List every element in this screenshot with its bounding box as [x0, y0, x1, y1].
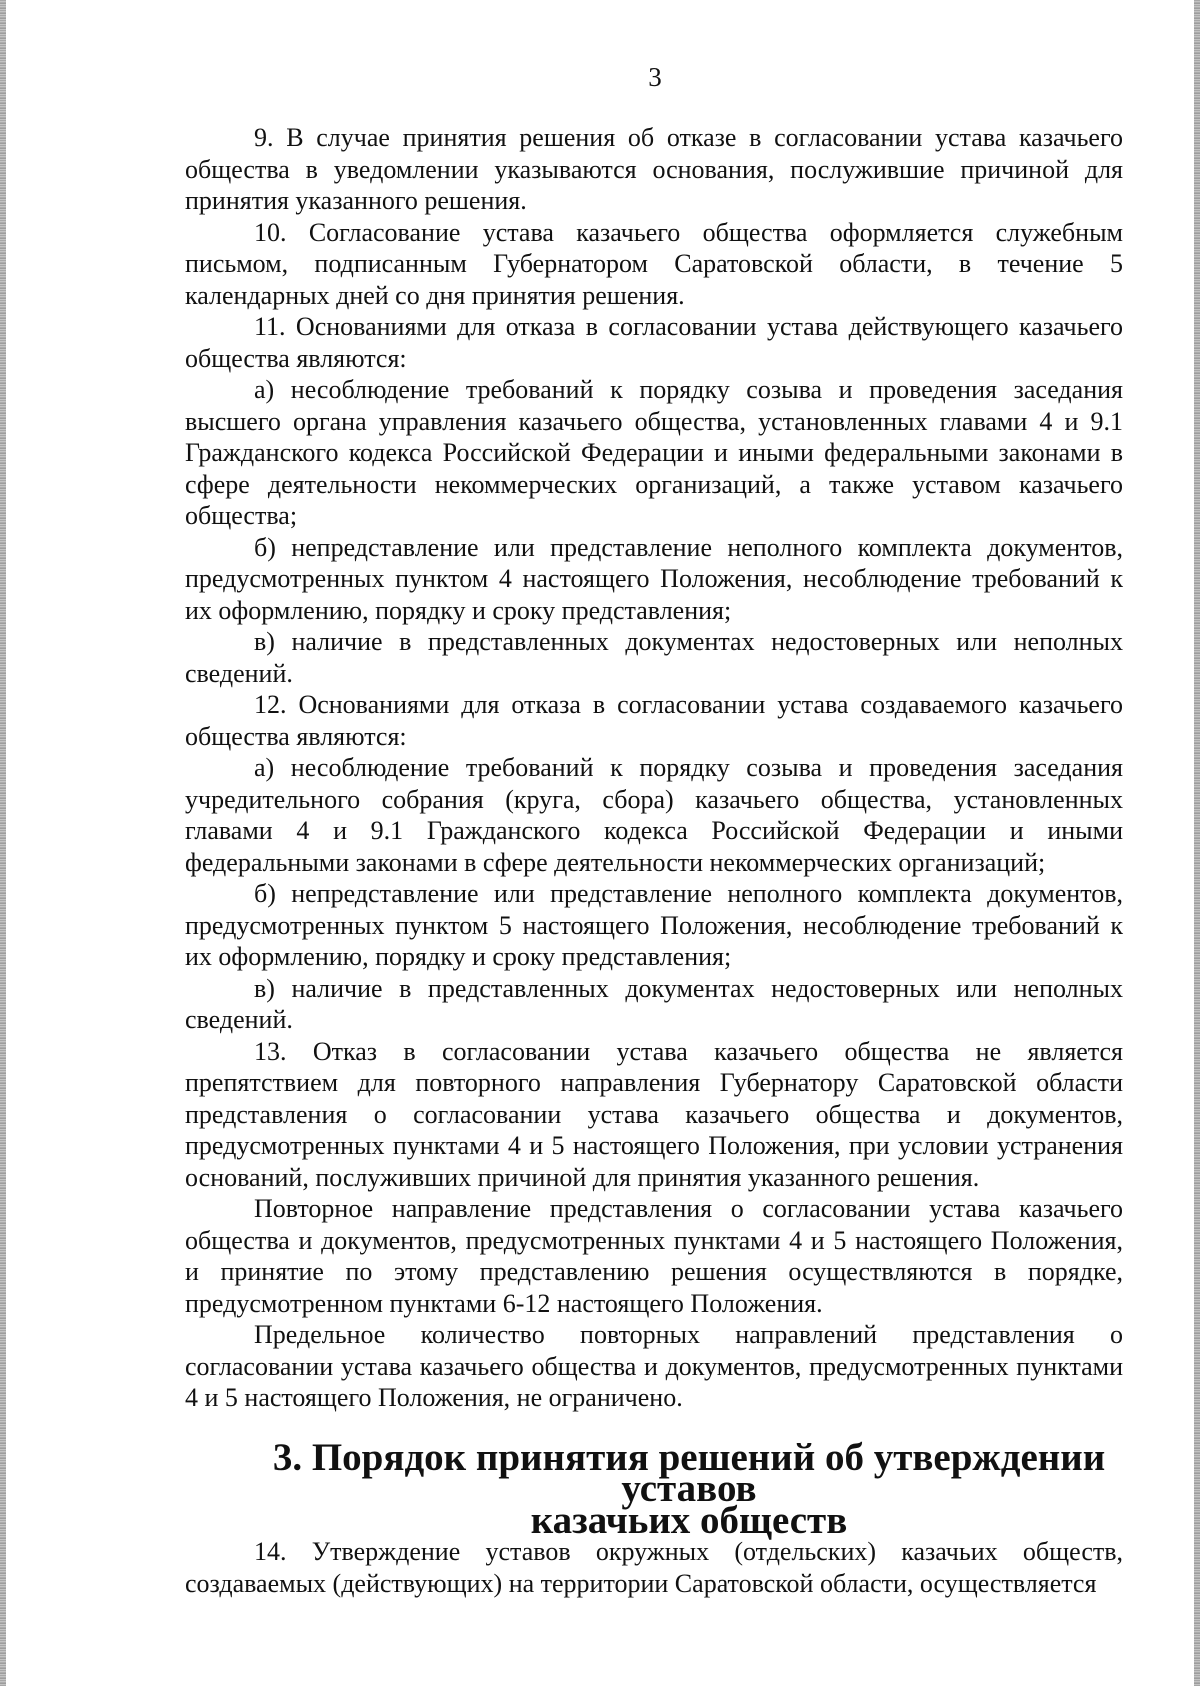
document-body	[185, 122, 1123, 1599]
section-heading-line-1: 3. Порядок принятия решений об утверждении уставов	[272, 1435, 1106, 1510]
paragraph-14: 14. Утверждение уставов окружных (отдельских) казачьих обществ, создаваемых (действующих) на территории Саратовской области, осуществляется	[185, 1537, 1123, 1598]
paragraph-11: 11. Основаниями для отказа в согласовании устава действующего казачьего общества являются:	[185, 312, 1123, 373]
paragraph-12b: б) непредставление или представление неполного комплекта документов, предусмотренных пунктом 5 настоящего Положения, несоблюдение требований к их оформлению, порядку и сроку представления;	[185, 879, 1123, 971]
paragraph-11a: а) несоблюдение требований к порядку созыва и проведения заседания высшего органа управления казачьего общества, установленных главами 4 и 9.1 Гражданского кодекса Российской Федерации и иными федеральными законами в сфере деятельности некоммерческих организаций, а также уставом казачьего общества;	[185, 375, 1123, 530]
paragraph-submission-limit: Предельное количество повторных направлений представления о согласовании устава казачьего общества и документов, предусмотренных пунктами 4 и 5 настоящего Положения, не ограничено.	[185, 1320, 1123, 1412]
paragraph-12v: в) наличие в представленных документах недостоверных или неполных сведений.	[185, 973, 1123, 1034]
paragraph-repeat-submission: Повторное направление представления о согласовании устава казачьего общества и документов, предусмотренных пунктами 4 и 5 настоящего Положения, и принятие по этому представлению решения осуществляются в порядке, предусмотренном пунктами 6-12 настоящего Положения.	[185, 1194, 1123, 1318]
paragraph-13: 13. Отказ в согласовании устава казачьего общества не является препятствием для повторного направления Губернатору Саратовской области представления о согласовании устава казачьего общества и документов, предусмотренных пунктами 4 и 5 настоящего Положения, при условии устранения оснований, послуживших причиной для принятия указанного решения.	[185, 1036, 1123, 1192]
page-number: 3	[648, 62, 662, 92]
paragraph-11v: в) наличие в представленных документах недостоверных или неполных сведений.	[185, 627, 1123, 688]
paragraph-9: 9. В случае принятия решения об отказе в согласовании устава казачьего общества в уведомлении указываются основания, послужившие причиной для принятия указанного решения.	[185, 123, 1123, 215]
section-heading	[185, 1435, 1123, 1542]
scan-edge-left	[0, 0, 6, 1686]
paragraph-12a: а) несоблюдение требований к порядку созыва и проведения заседания учредительного собрания (круга, сбора) казачьего общества, установленных главами 4 и 9.1 Гражданского кодекса Российской Федерации и иными федеральными законами в сфере деятельности некоммерческих организаций;	[185, 753, 1123, 877]
section-heading-line-2: казачьих обществ	[530, 1498, 848, 1542]
paragraph-10: 10. Согласование устава казачьего общества оформляется служебным письмом, подписанным Губернатором Саратовской области, в течение 5 календарных дней со дня принятия решения.	[185, 217, 1123, 310]
paragraph-11b: б) непредставление или представление неполного комплекта документов, предусмотренных пунктом 4 настоящего Положения, несоблюдение требований к их оформлению, порядку и сроку представления;	[185, 532, 1123, 625]
paragraph-12: 12. Основаниями для отказа в согласовании устава создаваемого казачьего общества являются:	[185, 690, 1123, 751]
scan-edge-right	[1194, 0, 1200, 1686]
